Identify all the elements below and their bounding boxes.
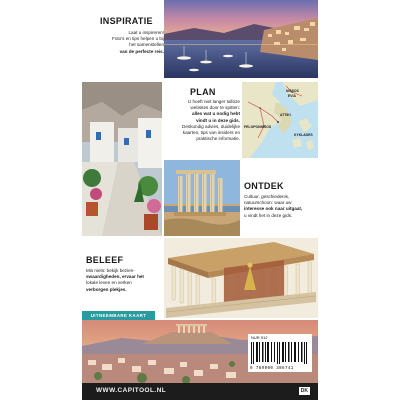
footer-bar <box>82 383 318 400</box>
harbor-photo <box>164 0 318 78</box>
nur-code: NUR 512 <box>251 335 268 340</box>
region-map <box>242 82 318 158</box>
inspiratie-emphasis: van de perfecte reis. <box>119 48 164 54</box>
beleef-line: lokale leven en verken <box>86 280 132 286</box>
foldout-map-badge: UITNEEMBARE KAART <box>82 311 155 320</box>
plan-line: U hoeft niet langer talloze <box>187 99 240 104</box>
ontdek-line: Cultuur, geschiedenis, <box>244 194 290 199</box>
barcode-icon <box>251 342 309 364</box>
barcode-area <box>248 334 312 372</box>
map-label-attiki: ATTIKI <box>280 113 291 117</box>
plan-line: Deskundig advies, duidelijke <box>182 123 240 129</box>
temple-photo <box>164 160 240 236</box>
inspiratie-line: Foto's en tips helpen u bij <box>112 36 164 42</box>
inspiratie-line: Laat u inspireren! <box>128 30 164 35</box>
beleef-line <box>86 287 160 293</box>
plan-line: praktische informatie. <box>196 136 240 142</box>
inspiratie-title: INSPIRATIE <box>100 16 153 26</box>
ontdek-line-part: natuurschoon: waar uw <box>244 200 292 206</box>
ontdek-text <box>244 194 318 219</box>
beleef-line: Mis niets: bekijk bezien- <box>86 268 135 273</box>
ontdek-title: ONTDEK <box>244 181 284 191</box>
map-label-nissos: NISSOS <box>286 89 299 93</box>
plan-line: websites door te spitten: <box>190 105 240 111</box>
map-label-evia: EVIA <box>288 94 296 98</box>
plan-text <box>166 99 240 142</box>
isbn-digits: 9 789000 386741 <box>250 367 294 371</box>
plan-emphasis: vindt u in deze gids. <box>196 117 240 123</box>
map-label-peloponnisos: PELOPONNISOS <box>244 125 272 129</box>
beleef-title: BELEEF <box>86 255 124 265</box>
publisher-url: WWW.CAPITOOL.NL <box>96 387 167 394</box>
publisher-logo: DK <box>300 388 308 394</box>
ontdek-emphasis: interesse ook naar uitgaat, <box>244 206 303 212</box>
plan-line: kaarten, tips van insiders en <box>182 130 240 136</box>
village-photo <box>82 82 162 236</box>
inspiratie-text <box>94 30 164 55</box>
beleef-text <box>86 268 160 293</box>
inspiratie-line <box>94 49 164 55</box>
plan-title: PLAN <box>190 87 216 97</box>
map-label-kyklades: KYKLADES <box>294 133 313 137</box>
beleef-emphasis: swaardigheden, ervaar het <box>86 274 144 280</box>
plan-emphasis: alles wat u nodig hebt <box>192 111 240 117</box>
book-back-cover <box>82 0 318 400</box>
inspiratie-line: het samenstellen <box>129 42 164 48</box>
ontdek-line: u vindt het in deze gids. <box>244 212 293 218</box>
beleef-emphasis: verborgen plekjes. <box>86 286 127 292</box>
parthenon-illustration <box>164 238 318 318</box>
